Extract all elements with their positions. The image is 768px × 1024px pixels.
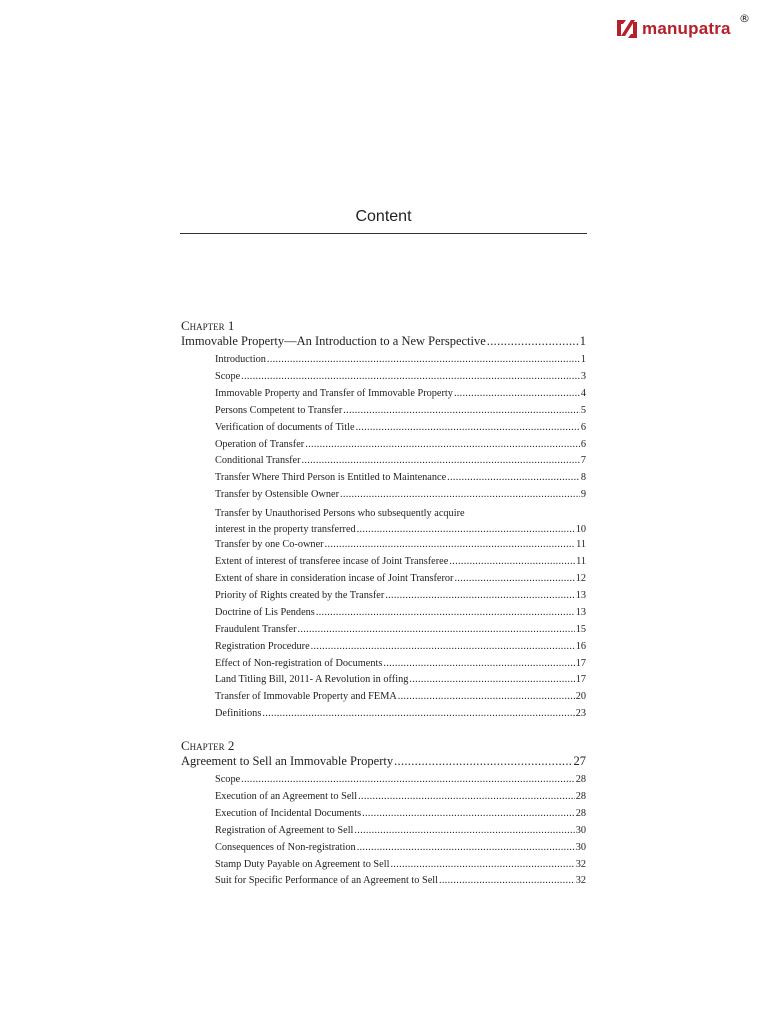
chapter-title-row[interactable] xyxy=(181,753,586,770)
leader-dots xyxy=(298,622,575,639)
entry-title: Transfer Where Third Person is Entitled to Maintenance xyxy=(215,472,447,484)
entry-title: Execution of an Agreement to Sell xyxy=(215,790,358,802)
leader-dots xyxy=(316,605,575,622)
entry-title: Extent of share in consideration incase of Joint Transferor xyxy=(215,572,454,584)
entry-page: 28 xyxy=(575,774,586,785)
leader-dots xyxy=(305,437,580,454)
toc-entry[interactable] xyxy=(215,470,586,487)
toc-entry[interactable] xyxy=(215,403,586,420)
leader-dots xyxy=(439,873,575,890)
entry-page: 17 xyxy=(575,674,586,686)
entry-page: 9 xyxy=(580,489,586,501)
entry-page: 1 xyxy=(580,354,586,365)
chapter-2-entries xyxy=(181,772,586,890)
entry-page: 7 xyxy=(580,455,586,467)
entry-page: 17 xyxy=(575,657,586,669)
leader-dots xyxy=(343,403,580,420)
entry-title: Consequences of Non-registration xyxy=(215,841,356,853)
leader-dots xyxy=(362,806,575,823)
leader-dots xyxy=(447,470,580,487)
chapter-page: 1 xyxy=(579,334,586,348)
chapter-title-row[interactable] xyxy=(181,333,586,350)
page-title: Content xyxy=(355,208,412,225)
entry-page: 4 xyxy=(580,387,586,399)
entry-page: 6 xyxy=(580,421,586,433)
entry-title: Scope xyxy=(215,774,241,785)
entry-title: Suit for Specific Performance of an Agreement to Sell xyxy=(215,875,439,887)
leader-dots xyxy=(383,656,574,673)
entry-title: Transfer by Ostensible Owner xyxy=(215,489,340,501)
entry-page: 11 xyxy=(576,556,586,568)
toc-entry[interactable] xyxy=(215,554,586,571)
chapter-title: Agreement to Sell an Immovable Property xyxy=(181,754,394,768)
toc-entry[interactable] xyxy=(215,605,586,622)
chapter-1 xyxy=(181,318,586,723)
entry-page: 10 xyxy=(575,523,586,535)
toc-entry[interactable] xyxy=(215,437,586,454)
entry-page: 28 xyxy=(575,807,586,819)
toc-entry[interactable] xyxy=(215,789,586,806)
toc-entry[interactable] xyxy=(215,420,586,437)
leader-dots xyxy=(357,522,575,538)
entry-title: Definitions xyxy=(215,708,262,720)
entry-title: Scope xyxy=(215,370,241,382)
entry-title-line-2: interest in the property transferred xyxy=(215,523,356,535)
leader-dots xyxy=(356,420,580,437)
entry-title: Transfer of Immovable Property and FEMA xyxy=(215,691,397,703)
entry-page: 12 xyxy=(575,572,586,584)
entry-page: 15 xyxy=(575,623,586,635)
entry-title: Effect of Non-registration of Documents xyxy=(215,657,383,669)
entry-page: 30 xyxy=(575,824,586,836)
toc-entry[interactable] xyxy=(215,706,586,723)
chapter-label: Chapter 1 xyxy=(181,318,235,333)
leader-dots xyxy=(302,453,580,470)
toc-entry[interactable] xyxy=(215,588,586,605)
leader-dots xyxy=(325,537,576,554)
toc-entry[interactable] xyxy=(215,639,586,656)
toc-entry[interactable] xyxy=(215,772,586,789)
entry-title: Priority of Rights created by the Transfer xyxy=(215,589,385,601)
leader-dots xyxy=(311,639,575,656)
leader-dots xyxy=(385,588,574,605)
entry-title: Fraudulent Transfer xyxy=(215,623,297,635)
leader-dots xyxy=(357,840,575,857)
leader-dots xyxy=(487,333,579,350)
leader-dots xyxy=(409,672,574,689)
entry-page: 6 xyxy=(580,438,586,450)
chapter-1-entries xyxy=(181,352,586,723)
entry-page: 3 xyxy=(580,370,586,382)
entry-title: Execution of Incidental Documents xyxy=(215,807,362,819)
toc-entry[interactable] xyxy=(215,352,586,369)
leader-dots xyxy=(354,823,574,840)
toc-entry[interactable] xyxy=(215,689,586,706)
toc-entry[interactable] xyxy=(215,453,586,470)
chapter-2 xyxy=(181,738,586,890)
leader-dots xyxy=(262,706,574,723)
toc-entry[interactable] xyxy=(215,571,586,588)
leader-dots xyxy=(267,352,580,369)
chapter-title: Immovable Property—An Introduction to a New Perspective xyxy=(181,334,486,348)
toc-entry[interactable] xyxy=(215,386,586,403)
leader-dots xyxy=(358,789,575,806)
toc-entry[interactable] xyxy=(215,537,586,554)
entry-page: 20 xyxy=(575,691,586,703)
entry-title: Registration Procedure xyxy=(215,640,310,652)
entry-title: Registration of Agreement to Sell xyxy=(215,824,354,836)
entry-title: Immovable Property and Transfer of Immovable Property xyxy=(215,387,453,399)
leader-dots xyxy=(394,753,572,770)
entry-page: 32 xyxy=(575,858,586,870)
toc-entry[interactable] xyxy=(215,857,586,874)
entry-page: 30 xyxy=(575,841,586,853)
entry-title-line-1: Transfer by Unauthorised Persons who subsequently acquire xyxy=(215,508,465,520)
leader-dots xyxy=(398,689,575,706)
registered-mark: ® xyxy=(739,12,750,25)
entry-page: 16 xyxy=(575,640,586,652)
entry-page: 28 xyxy=(575,790,586,802)
entry-title: Land Titling Bill, 2011- A Revolution in offing xyxy=(215,674,409,686)
chapter-page: 27 xyxy=(573,754,586,768)
entry-title: Conditional Transfer xyxy=(215,455,301,467)
entry-title: Doctrine of Lis Pendens xyxy=(215,606,315,618)
brand-logo xyxy=(617,12,750,40)
leader-dots xyxy=(449,554,575,571)
leader-dots xyxy=(454,386,580,403)
leader-dots xyxy=(390,857,574,874)
leader-dots xyxy=(340,487,580,504)
entry-title: Transfer by one Co-owner xyxy=(215,539,324,551)
toc-entry[interactable] xyxy=(215,806,586,823)
chapter-label: Chapter 2 xyxy=(181,738,235,753)
entry-page: 13 xyxy=(575,589,586,601)
toc-entry-multiline[interactable] xyxy=(215,504,586,537)
entry-page: 5 xyxy=(580,404,586,416)
brand-name: manupatra xyxy=(642,19,731,38)
entry-page: 13 xyxy=(575,606,586,618)
entry-page: 32 xyxy=(575,875,586,887)
entry-page: 8 xyxy=(580,472,586,484)
entry-title: Stamp Duty Payable on Agreement to Sell xyxy=(215,858,390,870)
toc-entry[interactable] xyxy=(215,656,586,673)
entry-page: 23 xyxy=(575,708,586,720)
toc-entry[interactable] xyxy=(215,369,586,386)
entry-title: Introduction xyxy=(215,354,266,365)
entry-title: Extent of interest of transferee incase of Joint Transferee xyxy=(215,556,449,568)
toc-entry[interactable] xyxy=(215,823,586,840)
entry-title: Persons Competent to Transfer xyxy=(215,404,343,416)
toc-entry[interactable] xyxy=(215,622,586,639)
leader-dots xyxy=(241,369,580,386)
toc-entry[interactable] xyxy=(215,840,586,857)
leader-dots xyxy=(241,772,575,789)
entry-page: 11 xyxy=(576,539,586,551)
leader-dots xyxy=(455,571,575,588)
entry-title: Verification of documents of Title xyxy=(215,421,355,433)
toc-entry[interactable] xyxy=(215,873,586,890)
entry-title: Operation of Transfer xyxy=(215,438,305,450)
toc-entry[interactable] xyxy=(215,487,586,504)
manupatra-logo-icon xyxy=(617,18,637,40)
toc-entry[interactable] xyxy=(215,672,586,689)
title-divider xyxy=(180,233,587,234)
